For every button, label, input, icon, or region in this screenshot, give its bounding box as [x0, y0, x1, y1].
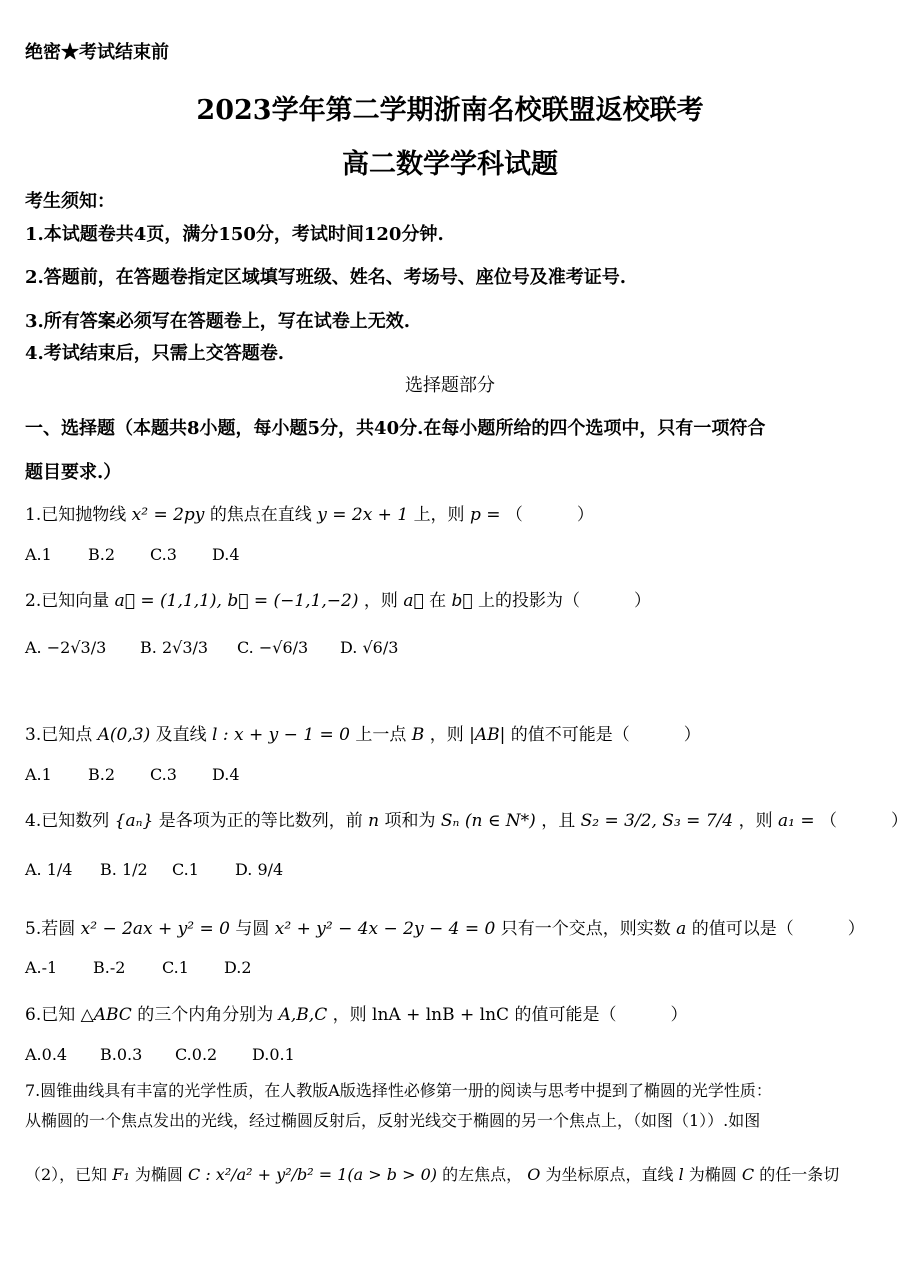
q1-option-d: D.4 [212, 545, 240, 564]
notice-heading: 考生须知： [25, 191, 115, 212]
section-heading-line2: 题目要求.） [25, 462, 122, 483]
question-5: 5.若圆 x² − 2ax + y² = 0 与圆 x² + y² − 4x − 2y − 4 = 0 只有一个交点，则实数 a 的值可以是（ ） [25, 919, 865, 939]
question-7-line2: 从椭圆的一个焦点发出的光线，经过椭圆反射后，反射光线交于椭圆的另一个焦点上，（如图（1））.如图 [25, 1111, 761, 1130]
question-6: 6.已知 △ABC 的三个内角分别为 A,B,C ，则 lnA + lnB + lnC 的值可能是（ ） [25, 1005, 688, 1025]
question-3: 3.已知点 A(0,3) 及直线 l : x + y − 1 = 0 上一点 B ，则 |AB| 的值不可能是（ ） [25, 725, 701, 745]
question-7-line1: 7.圆锥曲线具有丰富的光学性质，在人教版A版选择性必修第一册的阅读与思考中提到了椭圆的光学性质： [25, 1081, 772, 1100]
notice-item-2: 2.答题前，在答题卷指定区域填写班级、姓名、考场号、座位号及准考证号. [25, 267, 627, 288]
q3-option-b: B.2 [88, 765, 116, 784]
question-2: 2.已知向量 a⃗ = (1,1,1), b⃗ = (−1,1,−2) ，则 a⃗ 在 b⃗ 上的投影为（ ） [25, 591, 651, 611]
notice-item-3: 3.所有答案必须写在答题卷上，写在试卷上无效. [25, 311, 411, 332]
section-heading-line1: 一、选择题（本题共8小题，每小题5分，共40分.在每小题所给的四个选项中，只有一项符合 [25, 418, 766, 439]
q6-option-c: C.0.2 [175, 1045, 218, 1064]
q5-option-a: A.-1 [25, 958, 58, 977]
q2-option-a: A. −2√3/3 [25, 638, 107, 657]
q5-option-b: B.-2 [93, 958, 126, 977]
q2-option-b-value: 2√3/3 [161, 638, 209, 657]
q4-option-c: C.1 [172, 860, 199, 879]
q4-option-a: A. 1/4 [25, 860, 73, 879]
q6-option-a: A.0.4 [25, 1045, 68, 1064]
exam-title: 2023学年第二学期浙南名校联盟返校联考 [196, 95, 704, 126]
q5-option-c: C.1 [162, 958, 189, 977]
q4-option-d: D. 9/4 [235, 860, 284, 879]
notice-item-1: 1.本试题卷共4页，满分150分，考试时间120分钟. [25, 224, 444, 245]
q2-option-c: C. −√6/3 [237, 638, 309, 657]
q2-option-d: D. √6/3 [340, 638, 399, 657]
question-1: 1.已知抛物线 x² = 2py 的焦点在直线 y = 2x + 1 上，则 p = （ ） [25, 505, 594, 525]
exam-subtitle: 高二数学学科试题 [342, 149, 558, 180]
question-4: 4.已知数列 {aₙ} 是各项为正的等比数列，前 n 项和为 Sₙ (n ∈ N*) ，且 S₂ = 3/2, S₃ = 7/4 ，则 a₁ = （ ） [25, 811, 908, 831]
q2-option-b: B. 2√3/3 [140, 638, 209, 657]
confidential-label: 绝密★考试结束前 [25, 42, 169, 63]
q4-option-b: B. 1/2 [100, 860, 148, 879]
q3-option-c: C.3 [150, 765, 177, 784]
q1-parabola: x² = 2py [131, 505, 205, 525]
q1-line: y = 2x + 1 [317, 505, 409, 525]
q2-vectors: a⃗ = (1,1,1), b⃗ = (−1,1,−2) [114, 591, 359, 611]
question-7-line3: （2），已知 F₁ 为椭圆 C : x²/a² + y²/b² = 1(a > b > 0) 的左焦点， O 为坐标原点，直线 l 为椭圆 C 的任一条切 [25, 1165, 840, 1184]
q2-option-c-value: −√6/3 [258, 638, 309, 657]
q5-option-d: D.2 [224, 958, 252, 977]
q1-option-c: C.3 [150, 545, 177, 564]
q1-option-a: A.1 [25, 545, 52, 564]
q1-option-b: B.2 [88, 545, 116, 564]
q2-option-a-value: −2√3/3 [46, 638, 107, 657]
q3-option-a: A.1 [25, 765, 52, 784]
q3-option-d: D.4 [212, 765, 240, 784]
q2-option-d-value: √6/3 [362, 638, 399, 657]
q6-option-b: B.0.3 [100, 1045, 143, 1064]
section-label: 选择题部分 [405, 375, 495, 396]
notice-item-4: 4.考试结束后，只需上交答题卷. [25, 343, 285, 364]
q6-option-d: D.0.1 [252, 1045, 295, 1064]
